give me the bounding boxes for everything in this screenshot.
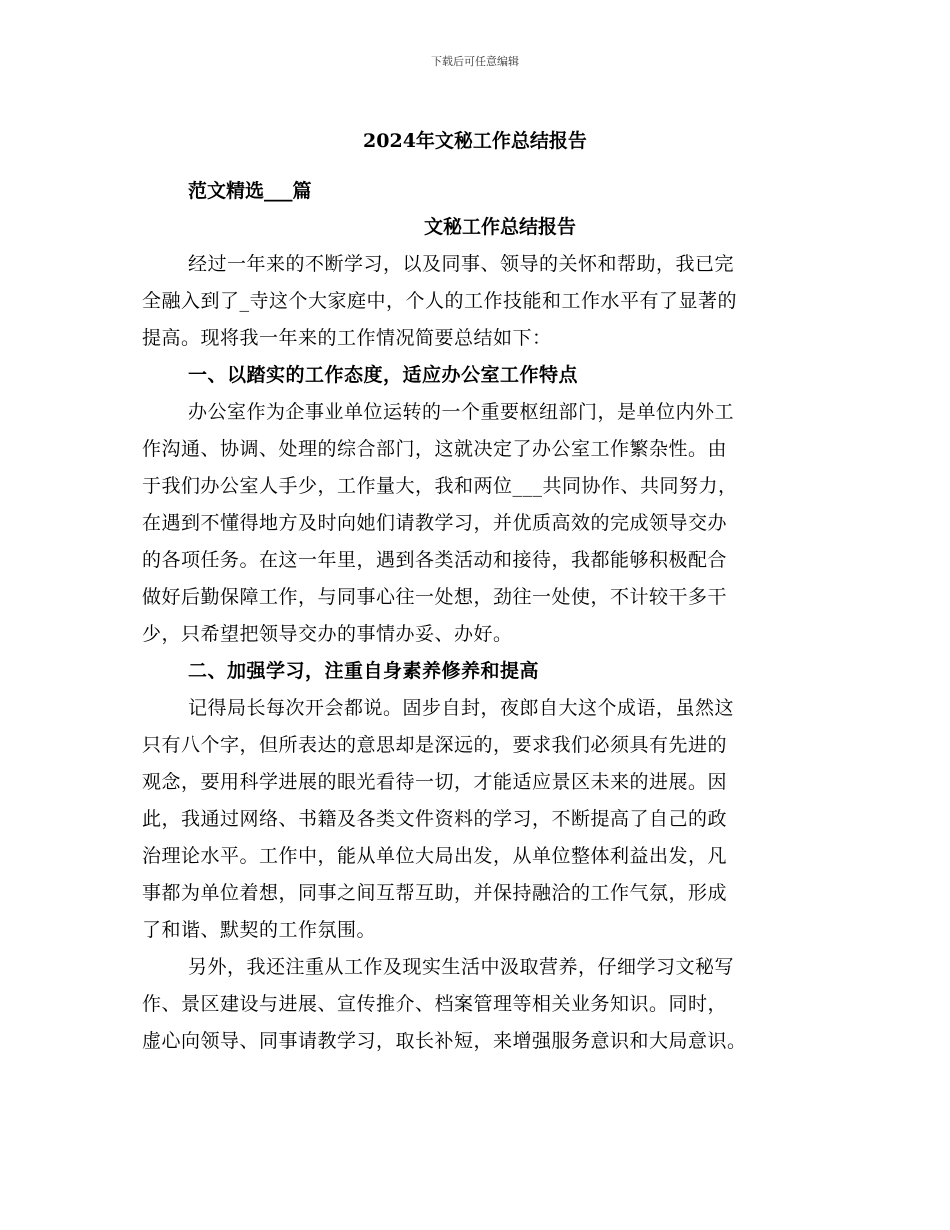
section-heading-1: 一、以踏实的工作态度，适应办公室工作特点 xyxy=(188,364,579,386)
body-line: 只有八个字，但所表达的意思却是深远的，要求我们必须具有先进的 xyxy=(142,734,728,756)
section-label: 范文精选___篇 xyxy=(188,180,312,202)
body-line: 全融入到了_寺这个大家庭中，个人的工作技能和工作水平有了显著的 xyxy=(142,290,738,312)
body-line: 观念，要用科学进展的眼光看待一切，才能适应景区未来的进展。因 xyxy=(142,771,728,793)
body-line: 提高。现将我一年来的工作情况简要总结如下： xyxy=(142,327,552,349)
body-line: 此，我通过网络、书籍及各类文件资料的学习，不断提高了自己的政 xyxy=(142,808,728,830)
body-line: 于我们办公室人手少，工作量大，我和两位___共同协作、共同努力， xyxy=(142,475,738,497)
document-title: 2024年文秘工作总结报告 xyxy=(363,130,587,152)
body-line: 另外，我还注重从工作及现实生活中汲取营养，仔细学习文秘写 xyxy=(188,956,735,978)
body-line: 虚心向领导、同事请教学习，取长补短，来增强服务意识和大局意识。 xyxy=(142,1030,747,1052)
body-line: 在遇到不懂得地方及时向她们请教学习，并优质高效的完成领导交办 xyxy=(142,512,728,534)
report-subtitle: 文秘工作总结报告 xyxy=(423,216,576,238)
body-line: 做好后勤保障工作，与同事心往一处想，劲往一处使，不计较干多干 xyxy=(142,586,728,608)
section-heading-2: 二、加强学习，注重自身素养修养和提高 xyxy=(188,660,540,682)
body-line: 经过一年来的不断学习，以及同事、领导的关怀和帮助，我已完 xyxy=(188,253,735,275)
body-line: 办公室作为企事业单位运转的一个重要枢纽部门，是单位内外工 xyxy=(188,401,735,423)
body-line: 治理论水平。工作中，能从单位大局出发，从单位整体利益出发，凡 xyxy=(142,845,728,867)
body-line: 记得局长每次开会都说。固步自封，夜郎自大这个成语，虽然这 xyxy=(188,697,735,719)
body-line: 事都为单位着想，同事之间互帮互助，并保持融洽的工作气氛，形成 xyxy=(142,882,728,904)
body-line: 的各项任务。在这一年里，遇到各类活动和接待，我都能够积极配合 xyxy=(142,549,728,571)
page-header-note: 下载后可任意编辑 xyxy=(431,55,519,68)
body-line: 作、景区建设与进展、宣传推介、档案管理等相关业务知识。同时， xyxy=(142,993,728,1015)
body-line: 作沟通、协调、处理的综合部门，这就决定了办公室工作繁杂性。由 xyxy=(142,438,728,460)
body-line: 了和谐、默契的工作氛围。 xyxy=(142,919,377,941)
body-line: 少，只希望把领导交办的事情办妥、办好。 xyxy=(142,623,513,645)
